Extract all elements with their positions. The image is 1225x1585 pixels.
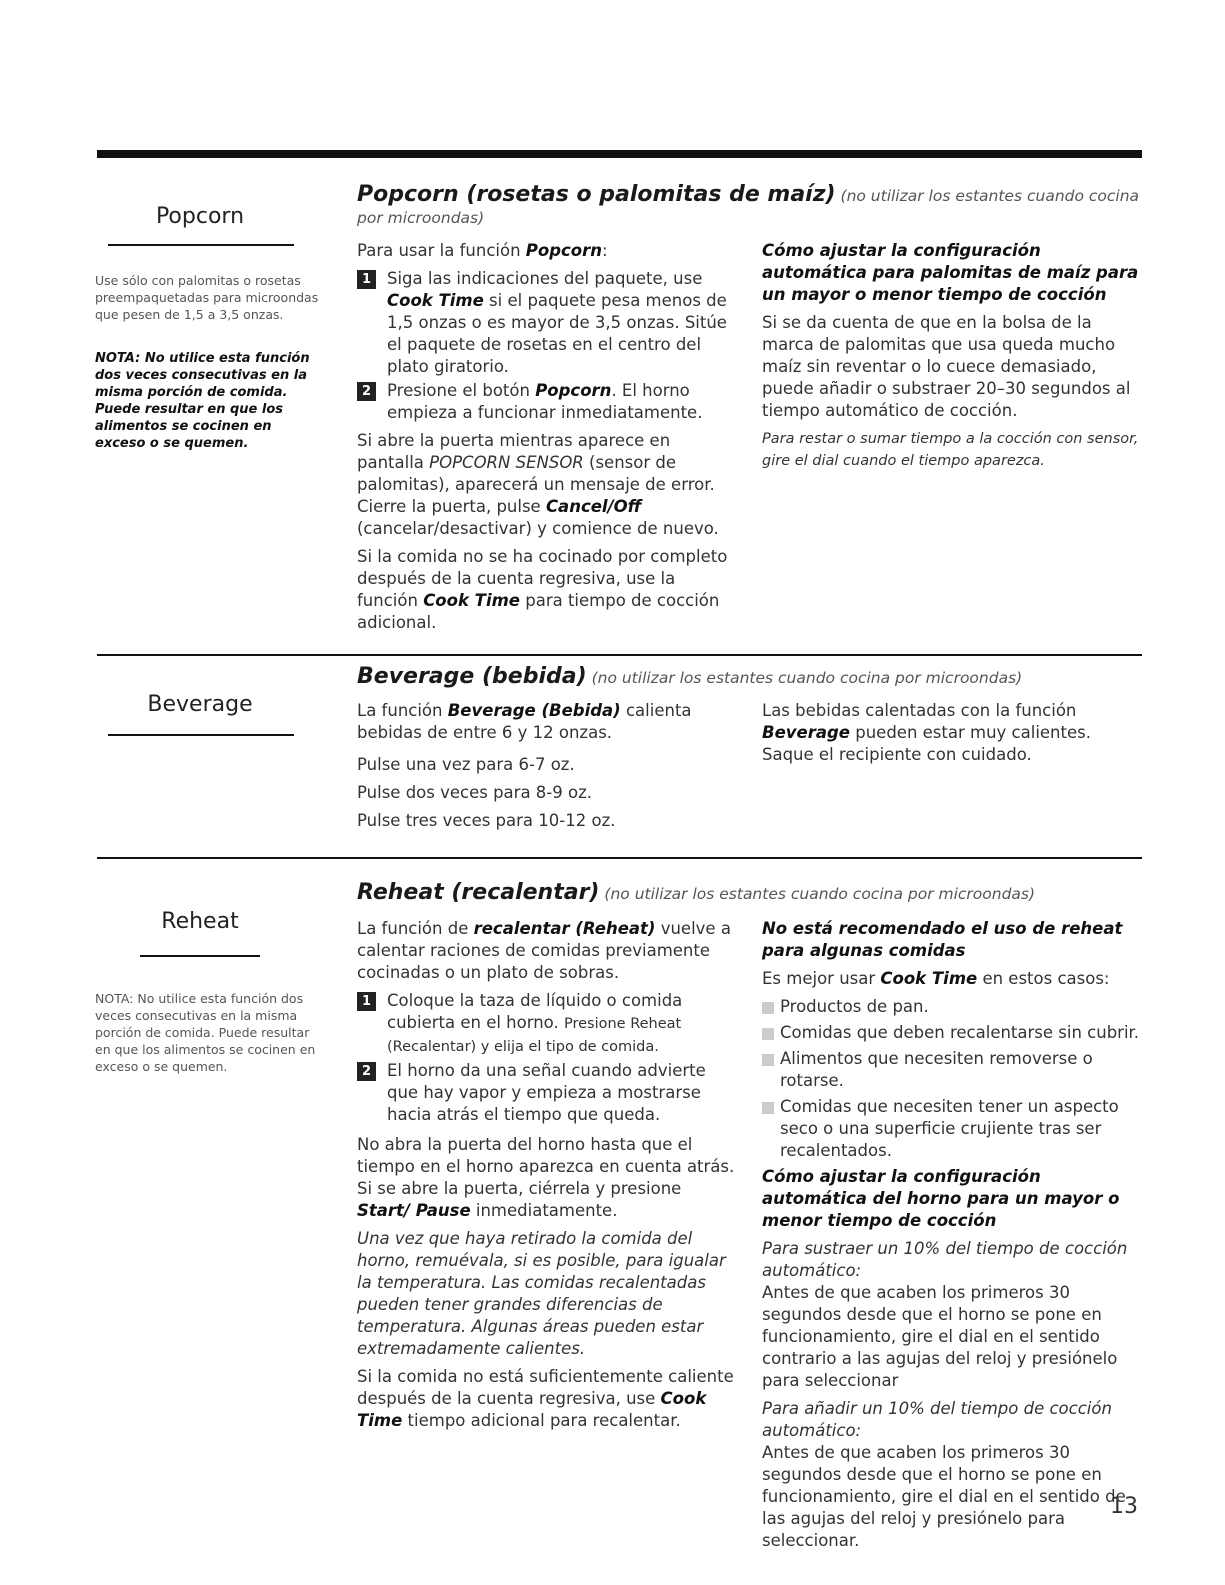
beverage-right-column — [762, 700, 1147, 772]
reheat-best-paragraph: Es mejor usar Cook Time en estos casos: — [762, 969, 1110, 988]
popcorn-side-note: NOTA: No utilice esta función dos veces consecutivas en la misma porción de comida. Puede resultar en que los alimentos se cocinen en exceso o se quemen. — [95, 351, 310, 451]
reheat-heading-title: Reheat (recalentar) — [357, 880, 600, 905]
popcorn-right-column — [762, 240, 1142, 478]
reheat-intro: La función de recalentar (Reheat) vuelve a calentar raciones de comidas previamente cocinadas o un plato de sobras. — [357, 919, 731, 982]
reheat-door-paragraph: No abra la puerta del horno hasta que el tiempo en el horno aparezca en cuenta atrás. Si se abre la puerta, ciérrela y presione Start/ Pause inmediatamente. — [357, 1135, 735, 1220]
step-number-icon: 1 — [357, 270, 376, 289]
reheat-minus-text: Antes de que acaben los primeros 30 segundos desde que el horno se pone en funcionamiento, gire el dial en el sentido contrario a las agujas del reloj y presiónelo para seleccionar — [762, 1283, 1118, 1390]
top-rule — [97, 150, 1142, 158]
section-divider-beverage — [97, 654, 1142, 656]
popcorn-heading-title: Popcorn (rosetas o palomitas de maíz) — [357, 182, 836, 207]
reheat-side-line — [140, 955, 260, 957]
list-item: Alimentos que necesiten removerse o rotarse. — [762, 1048, 1147, 1092]
beverage-heading — [357, 666, 1147, 689]
beverage-heading-note: (no utilizar los estantes cuando cocina por microondas) — [591, 669, 1023, 687]
reheat-heading-note: (no utilizar los estantes cuando cocina por microondas) — [604, 885, 1036, 903]
popcorn-step-2: 2 Presione el botón Popcorn. El horno empieza a funcionar inmediatamente. — [357, 380, 737, 424]
beverage-side-title: Beverage — [147, 692, 253, 717]
step-number-icon: 2 — [357, 382, 376, 401]
popcorn-intro: Para usar la función Popcorn: — [357, 241, 608, 260]
reheat-heading — [357, 882, 1147, 905]
reheat-plus-label: Para añadir un 10% del tiempo de cocción automático: — [762, 1399, 1112, 1440]
popcorn-heading-note: (no utilizar los estantes cuando cocina por microondas) — [357, 187, 1140, 227]
popcorn-side-text: Use sólo con palomitas o rosetas preempaquetadas para microondas que pesen de 1,5 a 3,5 onzas. — [95, 273, 319, 322]
popcorn-notdone-paragraph: Si la comida no se ha cocinado por completo después de la cuenta regresiva, use la función Cook Time para tiempo de cocción adicional. — [357, 547, 728, 632]
list-item: Comidas que necesiten tener un aspecto seco o una superficie crujiente tras ser recalentados. — [762, 1096, 1147, 1162]
popcorn-error-paragraph: Si abre la puerta mientras aparece en pantalla POPCORN SENSOR (sensor de palomitas), aparecerá un mensaje de error. Cierre la puerta, pulse Cancel/Off (cancelar/desactivar) y comience de nuevo. — [357, 431, 719, 538]
beverage-twice: Pulse dos veces para 8-9 oz. — [357, 783, 593, 802]
popcorn-left-column — [357, 240, 737, 640]
reheat-stir-paragraph: Una vez que haya retirado la comida del horno, remuévala, si es posible, para igualar la temperatura. Las comidas recalentadas pueden tener grandes diferencias de temperatura. Algunas áreas pueden estar extremadamente calientes. — [357, 1229, 726, 1358]
popcorn-step-1: 1 Siga las indicaciones del paquete, use Cook Time si el paquete pesa menos de 1,5 onzas o es mayor de 3,5 onzas. Sitúe el paquete de rosetas en el centro del plato giratorio. — [357, 268, 737, 378]
step-number-icon: 1 — [357, 992, 376, 1011]
reheat-not-recommended-subheading: No está recomendado el uso de reheat para algunas comidas — [762, 919, 1123, 960]
reheat-adjust-subheading: Cómo ajustar la configuración automática del horno para un mayor o menor tiempo de cocción — [762, 1167, 1120, 1230]
page-number: 13 — [1110, 1494, 1138, 1519]
reheat-step-2: 2 El horno da una señal cuando advierte que hay vapor y empieza a mostrarse hacia atrás el tiempo que queda. — [357, 1060, 737, 1126]
popcorn-sensor-note: Para restar o sumar tiempo a la cocción con sensor, gire el dial cuando el tiempo aparezca. — [762, 431, 1139, 469]
reheat-side-title: Reheat — [161, 909, 239, 934]
list-item: Comidas que deben recalentarse sin cubrir. — [762, 1022, 1147, 1044]
reheat-side-note: NOTA: No utilice esta función dos veces consecutivas en la misma porción de comida. Puede resultar en que los alimentos se cocinen en exceso o se quemen. — [95, 991, 316, 1074]
popcorn-side-title: Popcorn — [155, 204, 245, 229]
popcorn-adjust-paragraph: Si se da cuenta de que en la bolsa de la marca de palomitas que usa queda mucho maíz sin reventar o lo cuece demasiado, puede añadir o substraer 20–30 segundos al tiempo automático de cocción. — [762, 313, 1131, 420]
reheat-minus-label: Para sustraer un 10% del tiempo de cocción automático: — [762, 1239, 1128, 1280]
beverage-thrice: Pulse tres veces para 10-12 oz. — [357, 811, 616, 830]
reheat-right-column — [762, 918, 1147, 1558]
popcorn-adjust-subheading: Cómo ajustar la configuración automática para palomitas de maíz para un mayor o menor tiempo de cocción — [762, 241, 1139, 304]
reheat-plus-text: Antes de que acaben los primeros 30 segundos desde que el horno se pone en funcionamiento, gire el dial en el sentido de las agujas del reloj y presiónelo para seleccionar. — [762, 1443, 1126, 1550]
reheat-left-column — [357, 918, 737, 1438]
section-divider-reheat — [97, 857, 1142, 859]
popcorn-heading — [357, 184, 1147, 229]
reheat-step-1: 1 Coloque la taza de líquido o comida cubierta en el horno. Presione Reheat (Recalentar) y elija el tipo de comida. — [357, 990, 737, 1058]
beverage-left-column — [357, 700, 742, 838]
popcorn-side-line — [108, 244, 294, 246]
beverage-caution: Las bebidas calentadas con la función Beverage pueden estar muy calientes. Saque el recipiente con cuidado. — [762, 701, 1091, 764]
beverage-once: Pulse una vez para 6-7 oz. — [357, 755, 575, 774]
list-item: Productos de pan. — [762, 996, 1147, 1018]
beverage-intro: La función Beverage (Bebida) calienta bebidas de entre 6 y 12 onzas. — [357, 701, 692, 742]
reheat-more-paragraph: Si la comida no está suficientemente caliente después de la cuenta regresiva, use Cook Time tiempo adicional para recalentar. — [357, 1367, 734, 1430]
beverage-heading-title: Beverage (bebida) — [357, 664, 587, 689]
step-number-icon: 2 — [357, 1062, 376, 1081]
beverage-side-line — [108, 734, 294, 736]
